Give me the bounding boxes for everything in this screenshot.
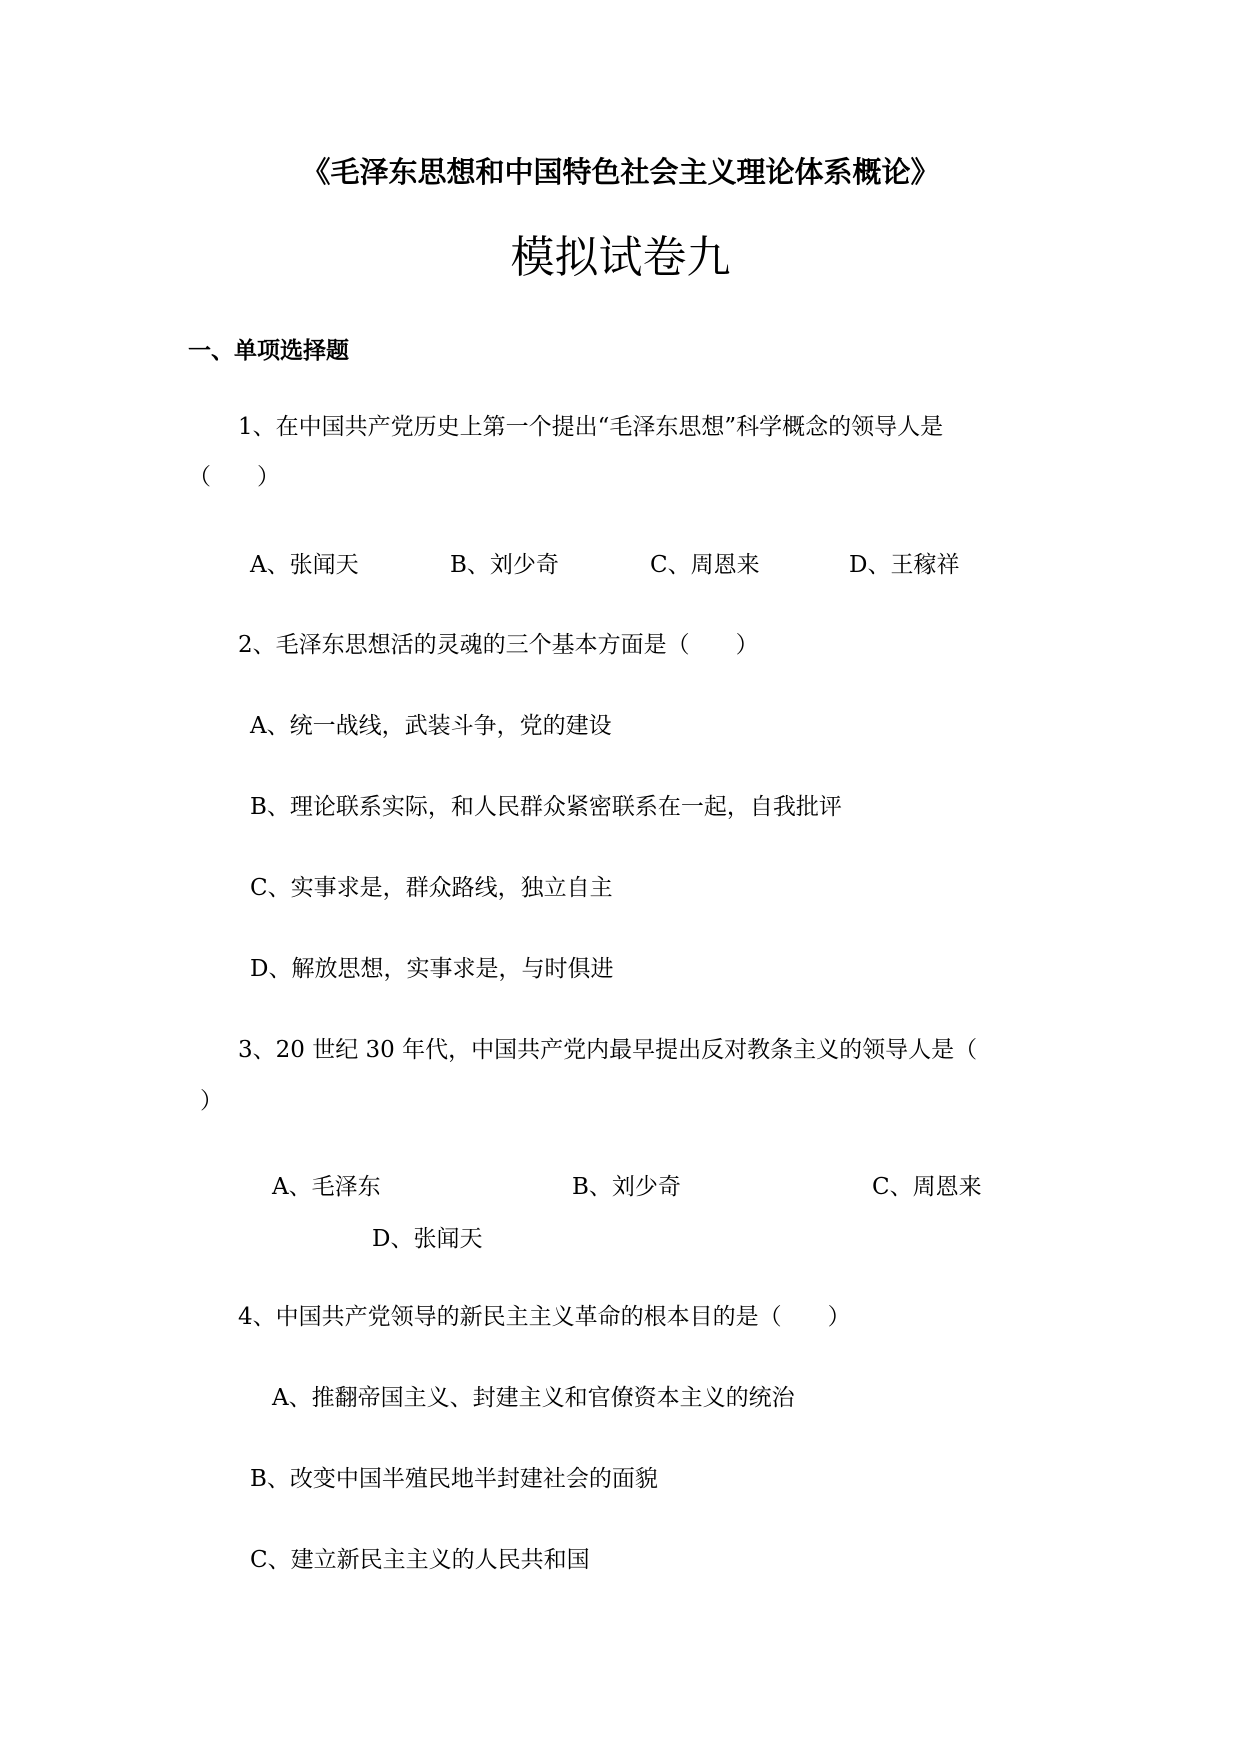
question-3-option-c: C、周恩来	[872, 1174, 982, 1200]
question-3-option-b: B、刘少奇	[572, 1174, 681, 1200]
question-3-option-d: D、张闻天	[372, 1226, 483, 1252]
question-4-text: 4、中国共产党领导的新民主主义革命的根本目的是（ ）	[238, 1304, 851, 1330]
question-1-option-b: B、刘少奇	[450, 552, 559, 578]
question-1-option-d: D、王稼祥	[849, 552, 960, 578]
question-2-option-b: B、理论联系实际，和人民群众紧密联系在一起，自我批评	[250, 794, 842, 820]
document-subtitle: 模拟试卷九	[510, 232, 731, 283]
section-heading: 一、单项选择题	[188, 338, 349, 364]
question-1-text: 1、在中国共产党历史上第一个提出“毛泽东思想”科学概念的领导人是	[238, 414, 944, 440]
question-3-blank: ）	[200, 1088, 223, 1114]
question-1-blank: （ ）	[188, 464, 280, 490]
question-1-option-a: A、张闻天	[250, 552, 359, 578]
question-2-option-d: D、解放思想，实事求是，与时俱进	[250, 956, 614, 982]
question-1-option-c: C、周恩来	[650, 552, 760, 578]
question-2-text: 2、毛泽东思想活的灵魂的三个基本方面是（ ）	[238, 632, 759, 658]
question-3-option-a: A、毛泽东	[272, 1174, 381, 1200]
question-2-option-c: C、实事求是，群众路线，独立自主	[250, 875, 613, 901]
question-4-option-a: A、推翻帝国主义、封建主义和官僚资本主义的统治	[272, 1385, 795, 1411]
question-2-option-a: A、统一战线，武装斗争，党的建设	[250, 713, 612, 739]
document-title: 《毛泽东思想和中国特色社会主义理论体系概论》	[301, 155, 940, 189]
question-4-option-b: B、改变中国半殖民地半封建社会的面貌	[250, 1466, 658, 1492]
question-3-text: 3、20 世纪 30 年代，中国共产党内最早提出反对教条主义的领导人是（	[238, 1037, 978, 1063]
question-4-option-c: C、建立新民主主义的人民共和国	[250, 1547, 590, 1573]
